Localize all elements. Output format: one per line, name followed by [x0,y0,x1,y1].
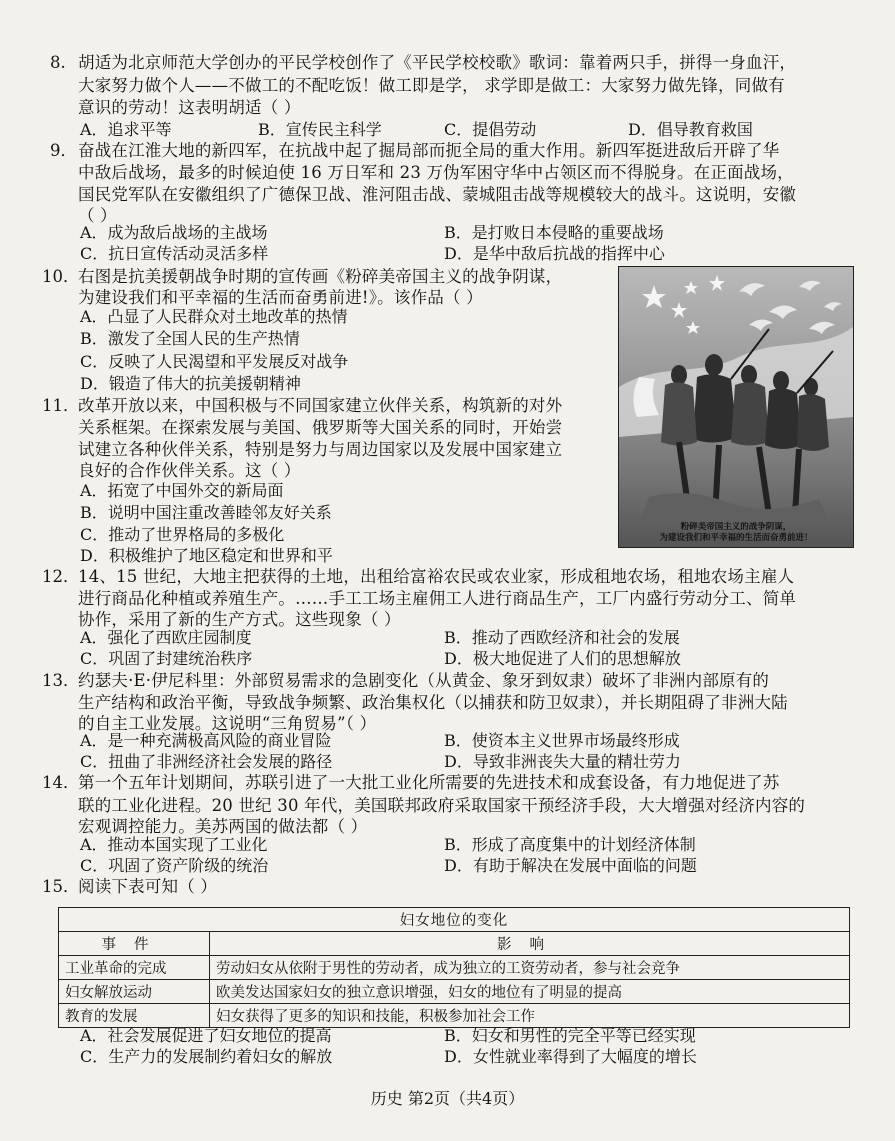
poster-caption [623,522,849,544]
q14-number: 14． [42,773,80,792]
table-title: 妇女地位的变化 [59,908,850,932]
q8-option-b[interactable]: B．宣传民主科学 [258,120,382,139]
q13-option-b[interactable]: B．使资本主义世界市场最终形成 [444,731,680,750]
table-cell-impact: 劳动妇女从依附于男性的劳动者，成为独立的工资劳动者，参与社会竞争 [210,956,850,980]
poster-caption-line-2: 为建设我们和平幸福的生活而奋勇前进！ [659,533,813,543]
q15-option-a[interactable]: A．社会发展促进了妇女地位的提高 [80,1026,332,1045]
q8-line-2: 大家努力做个人——不做工的不配吃饭！做工即是学， 求学即是做工：大家努力做先锋，同做有 [78,76,785,95]
q8-number: 8. [50,53,66,72]
q14-option-b[interactable]: B．形成了高度集中的计划经济体制 [444,835,696,854]
q13-option-a[interactable]: A．是一种充满极高风险的商业冒险 [80,731,332,750]
q11-number: 11． [42,396,80,415]
q15-option-d[interactable]: D．女性就业率得到了大幅度的增长 [444,1047,697,1066]
q12-line-3: 协作，采用了新的生产方式。这些现象（ ） [78,610,401,629]
q10-line-2: 为建设我们和平幸福的生活而奋勇前进!》。该作品（ ） [78,288,483,307]
q9-number: 9． [50,141,77,160]
table-row [59,980,850,1004]
q9-option-a[interactable]: A．成为敌后战场的主战场 [80,223,268,242]
q15-option-c[interactable]: C．生产力的发展制约着妇女的解放 [80,1047,333,1066]
q11-option-b[interactable]: B．说明中国注重改善睦邻友好关系 [80,503,332,522]
q9-option-d[interactable]: D．是华中敌后抗战的指挥中心 [444,244,665,263]
q14-option-d[interactable]: D．有助于解决在发展中面临的问题 [444,856,697,875]
q11-line-1: 改革开放以来，中国积极与不同国家建立伙伴关系，构筑新的对外 [78,396,563,415]
q13-line-3: 的自主工业发展。这说明“三角贸易”（ ） [78,714,377,733]
q12-option-b[interactable]: B．推动了西欧经济和社会的发展 [444,628,680,647]
table-cell-impact: 妇女获得了更多的知识和技能，积极参加社会工作 [210,1004,850,1028]
table-cell-event: 教育的发展 [59,1004,210,1028]
table-cell-impact: 欧美发达国家妇女的独立意识增强，妇女的地位有了明显的提高 [210,980,850,1004]
table-row [59,1004,850,1028]
propaganda-poster-image [618,266,854,548]
q11-option-a[interactable]: A．拓宽了中国外交的新局面 [80,481,284,500]
q12-option-c[interactable]: C．巩固了封建统治秩序 [80,649,253,668]
q9-option-b[interactable]: B．是打败日本侵略的重要战场 [444,223,664,242]
q14-line-3: 宏观调控能力。美苏两国的做法都（ ） [78,817,368,836]
q12-option-a[interactable]: A．强化了西欧庄园制度 [80,628,252,647]
q14-line-1: 第一个五年计划期间，苏联引进了一大批工业化所需要的先进技术和成套设备，有力地促进了苏 [78,773,780,792]
q14-option-c[interactable]: C．巩固了资产阶级的统治 [80,856,269,875]
table-cell-event: 工业革命的完成 [59,956,210,980]
q10-number: 10． [42,267,80,286]
q8-option-a[interactable]: A．追求平等 [80,120,172,139]
q13-line-1: 约瑟夫·E·伊尼科里：外部贸易需求的急剧变化（从黄金、象牙到奴隶）破坏了非洲内部原有的 [78,671,770,690]
q15-option-b[interactable]: B．妇女和男性的完全平等已经实现 [444,1026,696,1045]
q11-line-4: 良好的合作伙伴关系。这（ ） [78,461,301,480]
q14-option-a[interactable]: A．推动本国实现了工业化 [80,835,268,854]
q11-option-d[interactable]: D．积极维护了地区稳定和世界和平 [80,546,333,565]
q8-option-c[interactable]: C．提倡劳动 [444,120,537,139]
q14-line-2: 联的工业化进程。20 世纪 30 年代，美国联邦政府采取国家干预经济手段，大大增强对经济内容的 [78,796,806,815]
table-header-event: 事件 [101,937,167,953]
table-row [59,956,850,980]
q10-option-b[interactable]: B．激发了全国人民的生产热情 [80,329,300,348]
q10-option-a[interactable]: A．凸显了人民群众对土地改革的热情 [80,307,348,326]
q9-line-2: 中敌后战场，最多的时候迫使 16 万日军和 23 万伪军困守华中占领区而不得脱身。在正面战场， [78,163,794,182]
poster-caption-line-1: 粉碎美帝国主义的战争阴谋， [680,522,792,532]
q15-number: 15． [42,877,80,896]
q10-option-c[interactable]: C．反映了人民渴望和平发展反对战争 [80,352,349,371]
q9-line-3: 国民党军队在安徽组织了广德保卫战、淮河阻击战、蒙城阻击战等规模较大的战斗。这说明，安徽 [78,185,797,204]
q13-option-d[interactable]: D．导致非洲丧失大量的精壮劳力 [444,752,681,771]
q12-number: 12． [42,567,80,586]
page-footer: 历史 第2页（共4页） [370,1089,525,1108]
q10-option-d[interactable]: D．锻造了伟大的抗美援朝精神 [80,374,301,393]
q13-line-2: 生产结构和政治平衡，导致战争频繁、政治集权化（以捕获和防卫奴隶），并长期阻碍了非洲大陆 [78,693,788,712]
q12-line-1: 14、15 世纪，大地主把获得的土地，出租给富裕农民或农业家，形成租地农场，租地农场主雇人 [78,567,795,586]
q8-line-3: 意识的劳动！这表明胡适（ ） [78,98,301,117]
q13-option-c[interactable]: C．扭曲了非洲经济社会发展的路径 [80,752,333,771]
q9-line-1: 奋战在江淮大地的新四军，在抗战中起了掘局部而扼全局的重大作用。新四军挺进敌后开辟了华 [78,141,780,160]
q11-option-c[interactable]: C．推动了世界格局的多极化 [80,525,285,544]
q8-option-d[interactable]: D．倡导教育救国 [628,120,753,139]
q12-line-2: 进行商品化种植或养殖生产。……手工工场主雇佣工人进行商品生产，工厂内盛行劳动分工、简单 [78,589,797,608]
q11-line-3: 试建立各种伙伴关系，特别是努力与周边国家以及发展中国家建立 [78,440,563,459]
q9-option-c[interactable]: C．抗日宣传活动灵活多样 [80,244,269,263]
q11-line-2: 关系框架。在探索发展与美国、俄罗斯等大国关系的同时，开始尝 [78,418,563,437]
table-header-impact: 影响 [497,937,562,953]
poster-illustration [619,267,853,547]
q13-number: 13． [42,671,80,690]
q8-line-1: 胡适为北京师范大学创办的平民学校创作了《平民学校校歌》歌词：靠着两只手，拼得一身血汗， [78,53,797,72]
q12-option-d[interactable]: D．极大地促进了人们的思想解放 [444,649,681,668]
women-status-table [58,907,850,1028]
q15-line-1: 阅读下表可知（ ） [78,877,218,896]
table-cell-event: 妇女解放运动 [59,980,210,1004]
q10-line-1: 右图是抗美援朝战争时期的宣传画《粉碎美帝国主义的战争阴谋， [78,267,563,286]
q9-line-4: （ ） [78,206,117,225]
